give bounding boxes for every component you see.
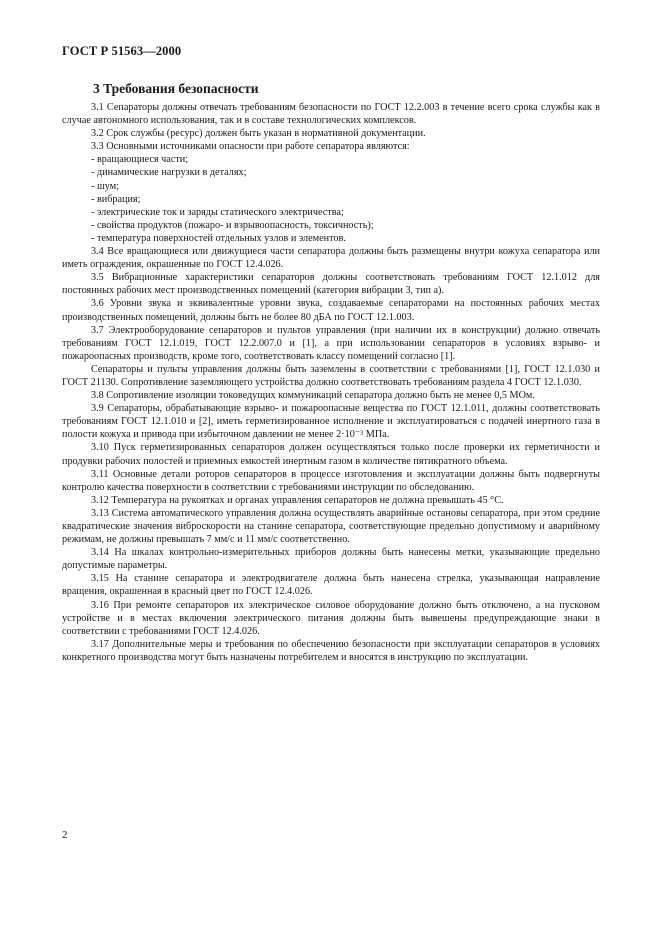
paragraph-3-11: 3.11 Основные детали роторов сепараторов в процессе изготовления и эксплуатации должны быть подвергнуты контролю качества поверхности в соответствии с требованиями инструкции по обследованию. bbox=[62, 468, 600, 493]
list-item: - динамические нагрузки в деталях; bbox=[91, 167, 247, 179]
list-item: - вращающиеся части; bbox=[91, 154, 189, 166]
paragraph-3-6: 3.6 Уровни звука и эквивалентные уровни звука, создаваемые сепараторами на постоянных рабочих местах производственных помещений, должны быть не более 80 дБА по ГОСТ 12.1.003. bbox=[62, 298, 600, 323]
list-item: - вибрация; bbox=[91, 193, 141, 205]
paragraph-3-16: 3.16 При ремонте сепараторов их электрическое силовое оборудование должно быть отключено, а на пусковом устройстве и в местах включения электрического питания должны быть вывешены предупреждающие знаки в соответствии с требованиями ГОСТ 12.4.026. bbox=[62, 599, 600, 637]
list-item: - свойства продуктов (пожаро- и взрывоопасность, токсичность); bbox=[91, 219, 374, 231]
document-code-header: ГОСТ Р 51563—2000 bbox=[62, 44, 182, 58]
paragraph-3-13: 3.13 Система автоматического управления должна осуществлять аварийные остановы сепаратора, при этом средние квадратические значения виброскорости на станине сепаратора, соответствующие предельно допустимому и аварийному режимам, не должны превышать 7 мм/с и 11 мм/с соответственно. bbox=[62, 507, 600, 546]
paragraph-3-9: 3.9 Сепараторы, обрабатывающие взрыво- и пожароопасные вещества по ГОСТ 12.1.011, должны соответствовать требованиям ГОСТ 12.1.010 и [2], иметь герметизированное исполнение и эксплуатироваться с подачей инертного газа в полости кожуха и привода при избыточном давлении не менее 2·10⁻³ МПа. bbox=[62, 403, 600, 441]
section-body bbox=[62, 101, 600, 664]
paragraph-3-10: 3.10 Пуск герметизированных сепараторов должен осуществляться только после проверки их герметичности и продувки рабочих полостей и приемных емкостей инертным газом в количестве пятикратного объема. bbox=[62, 442, 600, 467]
paragraph-3-1: 3.1 Сепараторы должны отвечать требованиям безопасности по ГОСТ 12.2.003 в течение всего срока службы как в случае автономного использования, так и в составе технологических комплексов. bbox=[62, 102, 600, 127]
section-title: 3 Требования безопасности bbox=[93, 81, 259, 96]
list-item: - температура поверхностей отдельных узлов и элементов. bbox=[91, 232, 346, 244]
paragraph-3-8: 3.8 Сопротивление изоляции токоведущих коммуникаций сепаратора должно быть не менее 0,5 МОм. bbox=[91, 390, 535, 402]
list-item: - электрические ток и заряды статического электричества; bbox=[91, 206, 344, 218]
paragraph-3-5: 3.5 Вибрационные характеристики сепараторов должны соответствовать требованиям ГОСТ 12.1.012 для постоянных рабочих мест производственных помещений (категория вибрации 3, тип а). bbox=[62, 272, 600, 297]
paragraph-3-17: 3.17 Дополнительные меры и требования по обеспечению безопасности при эксплуатации сепараторов в условиях конкретного производства могут быть назначены потребителем и вносятся в инструкцию по эксплуатации. bbox=[62, 638, 600, 663]
paragraph-3-4: 3.4 Все вращающиеся или движущиеся части сепаратора должны быть размещены внутри кожуха сепаратора или иметь ограждения, окрашенные по ГОСТ 12.4.026. bbox=[62, 246, 600, 271]
paragraph-3-14: 3.14 На шкалах контрольно-измерительных приборов должны быть нанесены метки, указывающие предельно допустимые параметры. bbox=[62, 547, 600, 572]
list-item: - шум; bbox=[91, 180, 120, 192]
paragraph-3-3: 3.3 Основными источниками опасности при работе сепаратора являются: bbox=[91, 141, 410, 153]
paragraph-3-2: 3.2 Срок службы (ресурс) должен быть указан в нормативной документации. bbox=[91, 128, 426, 140]
page-number: 2 bbox=[62, 829, 68, 841]
paragraph-3-12: 3.12 Температура на рукоятках и органах управления сепараторов не должна превышать 45 °С. bbox=[91, 494, 504, 506]
paragraph-3-7-continued: Сепараторы и пульты управления должны быть заземлены в соответствии с требованиями [1], ГОСТ 12.1.030 и ГОСТ 21130. Сопротивление заземляющего устройства должно соответствовать требованиям раздела 4 ГОСТ 12.1.030. bbox=[62, 363, 600, 388]
paragraph-3-15: 3.15 На станине сепаратора и электродвигателе должна быть нанесена стрелка, указывающая направление вращения, окрашенная в красный цвет по ГОСТ 12.4.026. bbox=[62, 573, 600, 598]
paragraph-3-7: 3.7 Электрооборудование сепараторов и пультов управления (при наличии их в конструкции) должно отвечать требованиям ГОСТ 12.1.019, ГОСТ 12.2.007.0 и [1], а при использовании сепараторов в условиях взрыво- и пожароопасных производств, кроме того, соответствовать классу помещений согласно [1]. bbox=[62, 324, 600, 362]
